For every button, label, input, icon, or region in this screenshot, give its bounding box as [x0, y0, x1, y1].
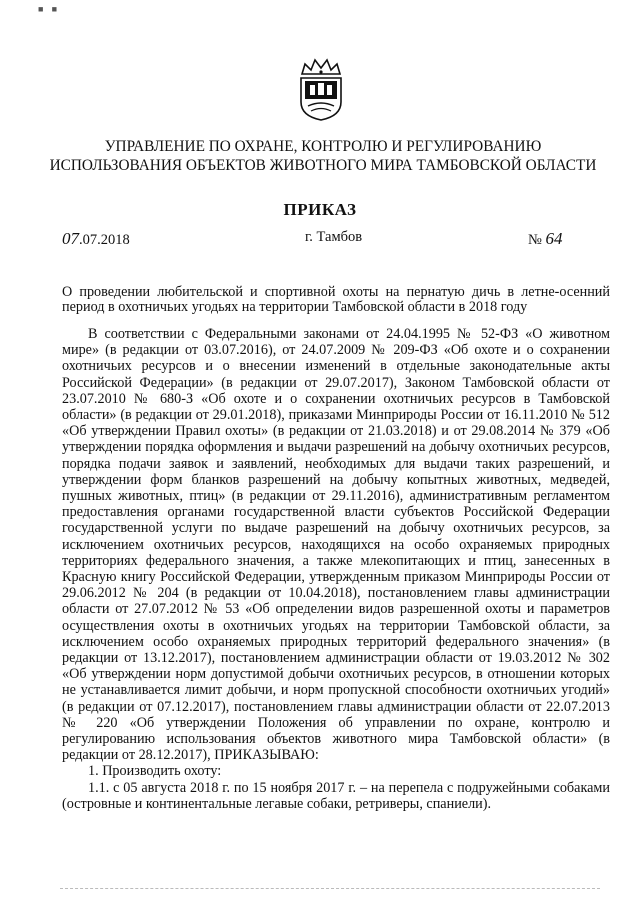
agency-name: [40, 137, 606, 175]
order-date: [62, 229, 130, 249]
scan-corner-mark: ■ ■: [38, 4, 61, 14]
order-city: г. Тамбов: [305, 229, 363, 245]
agency-line-2: ИСПОЛЬЗОВАНИЯ ОБЪЕКТОВ ЖИВОТНОГО МИРА ТАМБОВСКОЙ ОБЛАСТИ: [49, 157, 597, 174]
agency-line-1: УПРАВЛЕНИЕ ПО ОХРАНЕ, КОНТРОЛЮ И РЕГУЛИРОВАНИЮ: [104, 138, 542, 155]
order-subject: О проведении любительской и спортивной охоты на пернатую дичь в летне-осенний период в охотничьих угодьях на территории Тамбовской области в 2018 году: [62, 284, 610, 315]
tambov-coat-of-arms-icon: [296, 56, 346, 122]
order-body: [62, 326, 610, 812]
document-title: ПРИКАЗ: [283, 200, 357, 219]
date-month-year: .07.2018: [79, 232, 130, 248]
scan-artifact-line: [60, 888, 600, 889]
clause-1-1: 1.1. с 05 августа 2018 г. по 15 ноября 2017 г. – на перепела с подружейными собаками (островные и континентальные легавые собаки, ретриверы, спаниели).: [62, 779, 610, 812]
preamble-paragraph: В соответствии с Федеральными законами от 24.04.1995 № 52-ФЗ «О животном мире» (в редакции от 03.07.2016), от 24.07.2009 № 209-ФЗ «Об охоте и о сохранении охотничьих ресурсов и о внесении изменений в отдельные законодательные акты Российской Федерации» (в редакции от 29.07.2017), Законом Тамбовской области от 23.07.2010 № 680-З «Об охоте и о сохранении охотничьих ресурсов в Тамбовской области» (в редакции от 29.01.2018), приказами Минприроды России от 16.11.2010 № 512 «Об утверждении Правил охоты» (в редакции от 21.03.2018) и от 29.08.2014 № 379 «Об утверждении порядка оформления и выдачи разрешений на добычу охотничьих ресурсов, порядка подачи заявок и заявлений, необходимых для выдачи таких разрешений, и утверждении форм бланков разрешений на добычу копытных животных, медведей, пушных животных, птиц» (в редакции от 29.11.2016), административным регламентом предоставления органами государственной власти субъектов Российской Федерации государственной услуги по выдаче разрешений на добычу охотничьих ресурсов, за исключением охотничьих ресурсов, находящихся на особо охраняемых природных территориях федерального значения, а также млекопитающих и птиц, занесенных в Красную книгу Российской Федерации, утвержденным приказом Минприроды России от 29.06.2012 № 204 (в редакции от 10.04.2018), постановлением главы администрации области от 27.07.2012 № 53 «Об определении видов разрешенной охоты и параметров осуществления охоты в охотничьих угодьях на территории Тамбовской области, за исключением особо охраняемых природных территорий федерального значения» (в редакции от 13.12.2017), постановлением администрации области от 19.03.2012 № 302 «Об утверждении норм допустимой добычи охотничьих ресурсов, в отношении которых не устанавливается лимит добычи, и норм пропускной способности охотничьих угодий» (в редакции от 07.12.2017), постановлением главы администрации области от 22.07.2013 № 220 «Об утверждении Положения об управлении по охране, контролю и регулированию использования объектов животного мира Тамбовской области» (в редакции от 28.12.2017), ПРИКАЗЫВАЮ:: [62, 326, 610, 764]
clause-1: 1. Производить охоту:: [88, 763, 222, 780]
order-number: [528, 229, 562, 249]
number-sign: №: [528, 232, 542, 248]
number-handwritten: 64: [545, 229, 563, 248]
date-day-handwritten: 07: [62, 229, 79, 248]
